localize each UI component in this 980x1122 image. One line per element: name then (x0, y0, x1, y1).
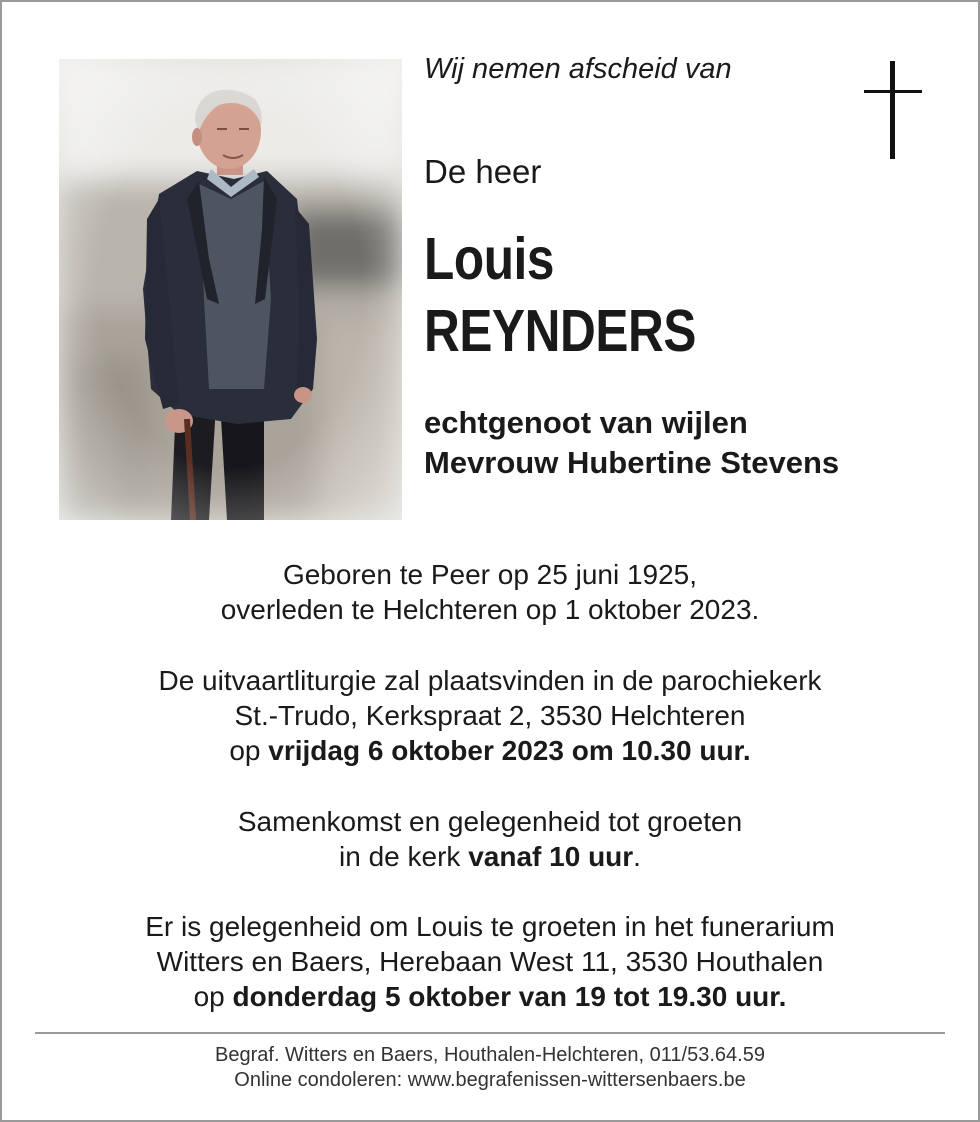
undertaker-line: Begraf. Witters en Baers, Houthalen-Helchteren, 011/53.64.59 (215, 1044, 765, 1066)
gathering-line-1: Samenkomst en gelegenheid tot groeten (237, 806, 743, 837)
visitation-line-1: Er is gelegenheid om Louis te groeten in het funerarium (145, 911, 835, 942)
intro-text: Wij nemen afscheid van (424, 53, 732, 85)
honorific: De heer (424, 153, 542, 190)
funeral-info (0, 663, 980, 768)
visitation-line-2: Witters en Baers, Herebaan West 11, 3530 Houthalen (156, 946, 824, 977)
gathering-line-2: in de kerk vanaf 10 uur. (339, 841, 641, 872)
portrait-photo (59, 59, 402, 520)
funeral-line-1: De uitvaartliturgie zal plaatsvinden in de parochiekerk (158, 665, 822, 696)
birth-line: Geboren te Peer op 25 juni 1925, (282, 559, 698, 590)
footer-divider (35, 1032, 945, 1034)
footer (0, 1043, 980, 1093)
funeral-line-3: op vrijdag 6 oktober 2023 om 10.30 uur. (229, 735, 751, 766)
gathering-time: vanaf 10 uur (468, 841, 634, 872)
funeral-line-2: St.-Trudo, Kerkspraat 2, 3530 Helchteren (234, 700, 746, 731)
latin-cross-icon (864, 61, 922, 159)
spouse-info (424, 403, 839, 483)
spouse-line-2: Mevrouw Hubertine Stevens (424, 445, 840, 480)
visitation-info (0, 909, 980, 1014)
birth-death-info (0, 557, 980, 627)
deceased-name (424, 223, 696, 367)
spouse-line-1: echtgenoot van wijlen (424, 405, 748, 440)
visitation-datetime: donderdag 5 oktober van 19 tot 19.30 uur. (232, 981, 787, 1012)
gathering-info (0, 804, 980, 874)
death-line: overleden te Helchteren op 1 oktober 2023. (220, 594, 760, 625)
funeral-datetime: vrijdag 6 oktober 2023 om 10.30 uur. (268, 735, 751, 766)
first-name: Louis (424, 226, 555, 292)
condolence-line: Online condoleren: www.begrafenissen-wittersenbaers.be (234, 1069, 746, 1091)
visitation-line-3: op donderdag 5 oktober van 19 tot 19.30 uur. (193, 981, 787, 1012)
last-name: REYNDERS (424, 298, 697, 364)
